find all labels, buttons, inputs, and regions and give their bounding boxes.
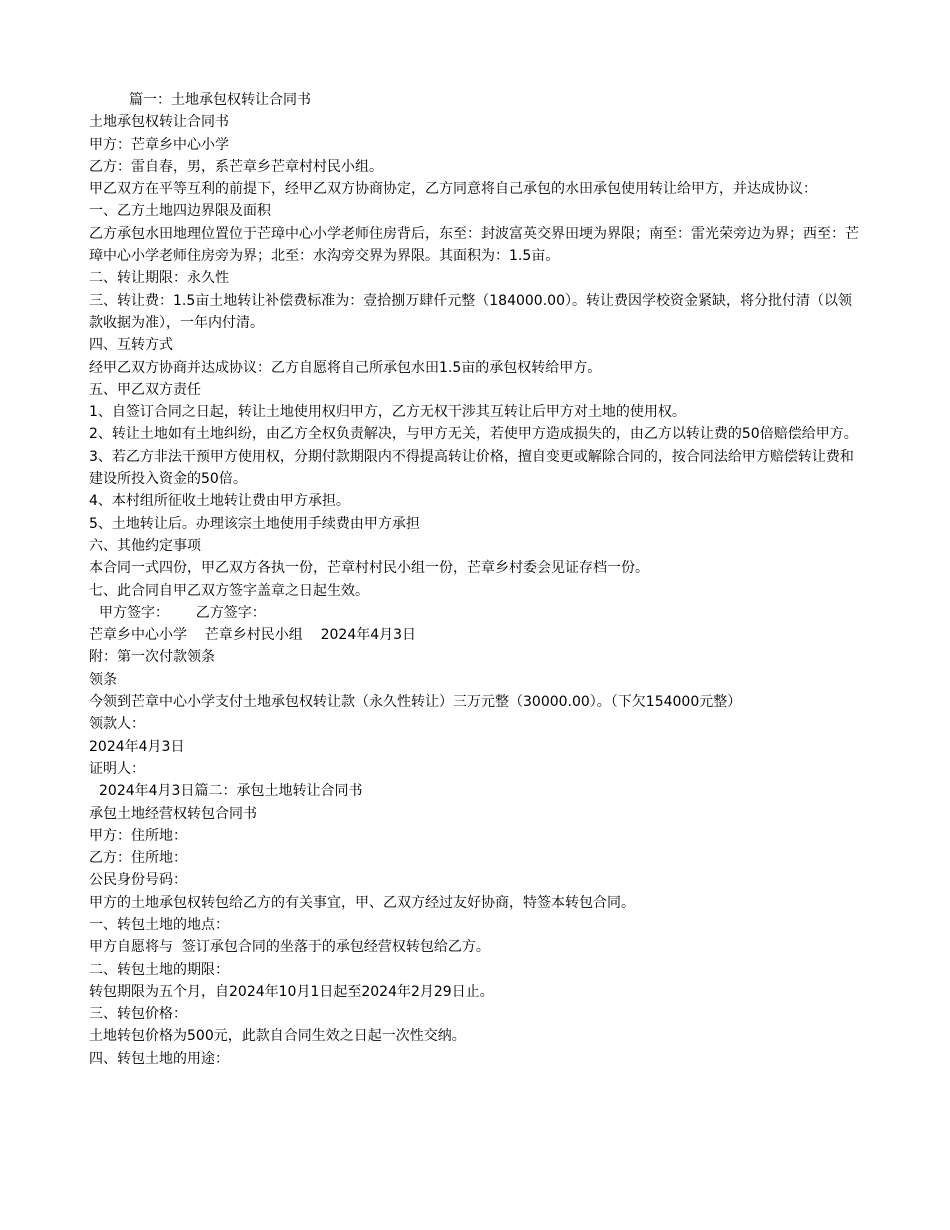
signature-labels: 甲方签字： 乙方签字：: [99, 604, 266, 621]
clause-heading-2: 二、转让期限：永久性: [89, 270, 229, 287]
clause-heading-6: 六、其他约定事项: [89, 537, 201, 554]
preamble-2: 甲方的土地承包权转包给乙方的有关事宜，甲、乙双方经过友好协商，特签本转包合同。: [89, 894, 635, 911]
clause-2-text-1: 甲方自愿将与 签订承包合同的坐落于的承包经营权转包给乙方。: [89, 939, 490, 956]
clause-2-heading-3: 三、转包价格：: [89, 1006, 187, 1023]
appendix-heading: 附：第一次付款领条: [89, 649, 215, 666]
witness-label: 证明人：: [89, 760, 145, 777]
clause-2-heading-4: 四、转包土地的用途：: [89, 1050, 229, 1067]
clause-1-text: 乙方承包水田地理位置位于芒璋中心小学老师住房背后，东至：封波富英交界田埂为界限；南至：雷光荣旁边为界；西至：芒璋中心小学老师住房旁为界；北至：水沟旁交界为界限。其面积为：1.5亩。: [89, 225, 859, 265]
clause-2-heading-2: 二、转包土地的期限：: [89, 961, 229, 978]
clause-6-text: 本合同一式四份，甲乙双方各执一份，芒章村村民小组一份，芒章乡村委会见证存档一份。: [89, 560, 649, 577]
section-title-1: 篇一：土地承包权转让合同书: [129, 92, 311, 108]
clause-3-text: 三、转让费：1.5亩土地转让补偿费标准为：壹拾捌万肆仟元整（184000.00）。转让费因学校资金紧缺，将分批付清（以领款收据为准），一年内付清。: [89, 292, 852, 331]
clause-2-text-3: 土地转包价格为500元，此款自合同生效之日起一次性交纳。: [89, 1028, 466, 1045]
contract-title-1: 土地承包权转让合同书: [89, 114, 229, 131]
witness-date-section-title-2: 2024年4月3日篇二：承包土地转让合同书: [99, 783, 363, 800]
clause-2-text-2: 转包期限为五个月，自2024年10月1日起至2024年2月29日止。: [89, 983, 494, 1000]
clause-2-heading-1: 一、转包土地的地点：: [89, 916, 229, 933]
clause-5-item-2: 2、转让土地如有土地纠纷，由乙方全权负责解决，与甲方无关，若使甲方造成损失的，由乙方以转让费的50倍赔偿给甲方。: [89, 426, 858, 443]
receipt-title: 领条: [89, 671, 117, 688]
clause-heading-4: 四、互转方式: [89, 337, 173, 354]
clause-heading-1: 一、乙方土地四边界限及面积: [89, 203, 271, 220]
clause-5-item-4: 4、本村组所征收土地转让费由甲方承担。: [89, 493, 350, 510]
party-a-address: 甲方：住所地：: [89, 827, 187, 844]
receiver-label: 领款人：: [89, 716, 145, 733]
party-b-address: 乙方：住所地：: [89, 850, 187, 867]
contract-title-2: 承包土地经营权转包合同书: [89, 805, 257, 822]
preamble: 甲乙双方在平等互利的前提下，经甲乙双方协商协定，乙方同意将自己承包的水田承包使用转让给甲方，并达成协议：: [89, 181, 817, 198]
clause-5-item-3: 3、若乙方非法干预甲方使用权，分期付款期限内不得提高转让价格，擅自变更或解除合同的，按合同法给甲方赔偿转让费和建设所投入资金的50倍。: [89, 448, 854, 488]
clause-5-item-1: 1、自签订合同之日起，转让土地使用权归甲方，乙方无权干涉其互转让后甲方对土地的使用权。: [89, 404, 686, 421]
id-number-label: 公民身份号码：: [89, 872, 187, 889]
clause-4-text: 经甲乙双方协商并达成协议：乙方自愿将自己所承包水田1.5亩的承包权转给甲方。: [89, 359, 602, 376]
clause-5-item-5: 5、土地转让后。办理该宗土地使用手续费由甲方承担: [89, 515, 420, 532]
receipt-text: 今领到芒章中心小学支付土地承包权转让款（永久性转让）三万元整（30000.00）。（下欠154000元整）: [89, 694, 742, 711]
document-page: [89, 89, 859, 1070]
party-a: 甲方：芒章乡中心小学: [89, 136, 229, 153]
signature-parties-date: 芒章乡中心小学 芒章乡村民小组 2024年4月3日: [89, 627, 417, 644]
party-b: 乙方：雷自春，男，系芒章乡芒章村村民小组。: [89, 158, 383, 175]
clause-7-text: 七、此合同自甲乙双方签字盖章之日起生效。: [89, 582, 369, 599]
clause-heading-5: 五、甲乙双方责任: [89, 381, 201, 398]
receipt-date: 2024年4月3日: [89, 738, 185, 755]
